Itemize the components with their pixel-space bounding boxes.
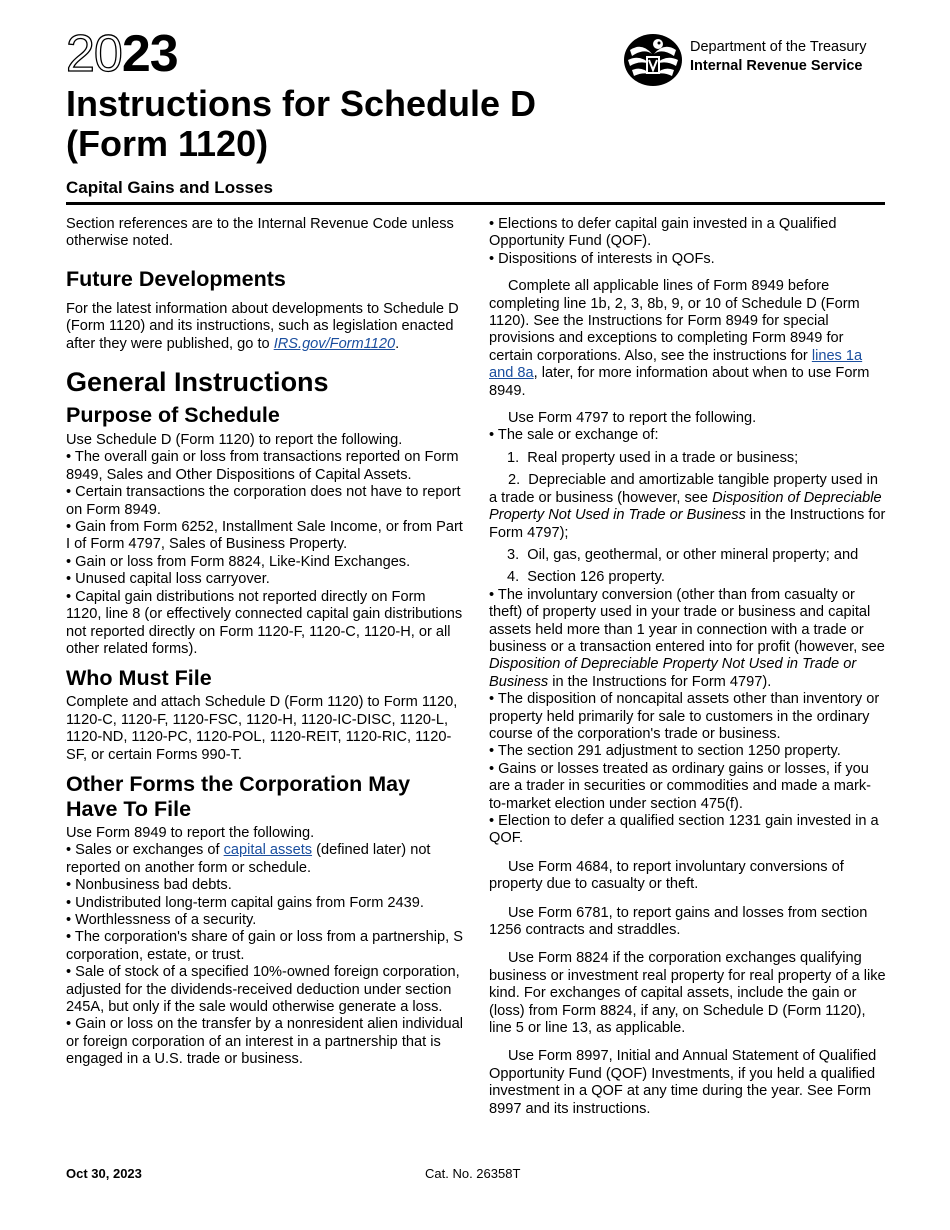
list-item-2-post: in the Instructions for Form 4797); <box>489 507 886 541</box>
involuntary-pre: • The involuntary conversion (other than from casualty or theft) of property used in your trade or business and capital assets held more than 1 year in connection with a trade or business or a transaction entered into for profit (however, see <box>489 586 885 655</box>
capital-assets-link[interactable]: capital assets <box>223 842 313 859</box>
other-bullet: • Gain or loss on the transfer by a nonresident alien individual or foreign corporation of an interest in a partnership that is engaged in a U.S. trade or business. <box>66 1016 463 1068</box>
other-bullet <box>66 842 464 877</box>
complete-text-body: Complete all applicable lines of Form 8949 before completing line 1b, 2, 3, 8b, 9, or 10 of Schedule D (Form 1120). See the Instructions for Form 8949 for special provisions and exceptions to completing Form 8949 for certain corporations. Also, see the instructions for <box>489 278 860 364</box>
who-heading: Who Must File <box>66 666 212 691</box>
right-column <box>489 216 887 1118</box>
purpose-bullet: • Certain transactions the corporation does not have to report on Form 8949. <box>66 484 461 518</box>
form6781-text: Use Form 6781, to report gains and losses from section 1256 contracts and straddles. <box>489 904 868 939</box>
who-text: Complete and attach Schedule D (Form 1120) to Form 1120, 1120-C, 1120-F, 1120-FSC, 1120-H, 1120-IC-DISC, 1120-L, 1120-ND, 1120-PC, 1120-POL, 1120-REIT, 1120-RIC, 1120-SF, or certain Forms 990-T. <box>66 694 458 763</box>
irs-form1120-link[interactable]: IRS.gov/Form1120 <box>273 335 396 352</box>
page-title: Instructions for Schedule D (Form 1120) <box>66 83 537 164</box>
purpose-bullet: • Unused capital loss carryover. <box>66 571 270 588</box>
involuntary-post: in the Instructions for Form 4797). <box>548 673 772 690</box>
irs-eagle-icon <box>622 32 684 88</box>
future-text-end: . <box>395 335 400 352</box>
general-heading: General Instructions <box>66 367 329 398</box>
list-item-2 <box>489 472 887 542</box>
other-bullet: • Nonbusiness bad debts. <box>66 877 232 894</box>
other-bullet: • Worthlessness of a security. <box>66 911 257 928</box>
form4797-bullet: • Election to defer a qualified section 1231 gain invested in a QOF. <box>489 813 879 847</box>
list-item-1: 1. Real property used in a trade or business; <box>507 449 799 466</box>
purpose-bullet: • Gain from Form 6252, Installment Sale Income, or from Part I of Form 4797, Sales of Business Property. <box>66 519 463 553</box>
agency-service: Internal Revenue Service <box>690 58 863 74</box>
form4797-intro: Use Form 4797 to report the following. <box>508 410 757 427</box>
form8824-text: Use Form 8824 if the corporation exchanges qualifying business or investment real property for real property of a like kind. For exchanges of capital assets, include the gain or (loss) from Form 8824, if any, on Schedule D (Form 1120), line 5 or line 13, as applicable. <box>489 950 886 1037</box>
future-heading: Future Developments <box>66 266 286 291</box>
footer-cat-number: Cat. No. 26358T <box>425 1166 521 1181</box>
form4797-bullet: • The disposition of noncapital assets other than inventory or property held primarily for sale to customers in the ordinary course of the corporation's trade or business. <box>489 691 880 742</box>
purpose-heading: Purpose of Schedule <box>66 403 280 428</box>
header-rule <box>66 202 885 205</box>
form4797-sale-bullet: • The sale or exchange of: <box>489 427 659 444</box>
involuntary-italic: Disposition of Depreciable Property Not Used in Trade or Business <box>489 656 857 690</box>
form8997-text: Use Form 8997, Initial and Annual Statement of Qualified Opportunity Fund (QOF) Investments, if you held a qualified investment in a QOF at any time during the year. See Form 8997 and its instructions. <box>489 1048 877 1117</box>
involuntary-bullet <box>489 587 887 691</box>
list-item-2-pre: 2. Depreciable and amortizable tangible property used in a trade or business (however, see <box>489 472 878 506</box>
purpose-bullet: • The overall gain or loss from transactions reported on Form 8949, Sales and Other Dispositions of Capital Assets. <box>66 449 459 483</box>
complete-text-end: , later, for more information about when to use Form 8949. <box>489 365 870 399</box>
other-intro: Use Form 8949 to report the following. <box>66 824 315 841</box>
other-bullet: • Undistributed long-term capital gains from Form 2439. <box>66 894 424 911</box>
year-bold: 23 <box>121 25 178 83</box>
footer-date: Oct 30, 2023 <box>66 1166 142 1181</box>
qof-bullet: • Elections to defer capital gain invested in a Qualified Opportunity Fund (QOF). <box>489 216 837 250</box>
form4684-text: Use Form 4684, to report involuntary conversions of property due to casualty or theft. <box>489 858 844 893</box>
intro-text: Section references are to the Internal Revenue Code unless otherwise noted. <box>66 216 454 250</box>
other-bullet-post: (defined later) not reported on another form or schedule. <box>66 842 431 876</box>
qof-bullet: • Dispositions of interests in QOFs. <box>489 250 715 267</box>
other-bullet: • The corporation's share of gain or loss from a partnership, S corporation, estate, or trust. <box>66 929 463 963</box>
list-item-2-italic: Disposition of Depreciable Property Not Used in Trade or Business <box>489 489 882 524</box>
complete-text <box>489 278 887 400</box>
lines-1a-8a-link[interactable]: lines 1a and 8a <box>489 347 863 382</box>
purpose-bullet: • Capital gain distributions not reported directly on Form 1120, line 8 (or effectively connected capital gain distributions not reported directly on Form 1120-F, 1120-C, 1120-H, or all other related forms). <box>66 588 463 657</box>
page-subtitle: Capital Gains and Losses <box>66 178 273 197</box>
irs-logo-block <box>622 32 892 88</box>
year <box>66 26 178 82</box>
purpose-intro: Use Schedule D (Form 1120) to report the following. <box>66 432 403 449</box>
year-outline: 20 <box>66 25 122 83</box>
future-text <box>66 301 464 353</box>
agency-department: Department of the Treasury <box>690 39 867 55</box>
list-item-4: 4. Section 126 property. <box>507 569 665 586</box>
form4797-bullet: • Gains or losses treated as ordinary gains or losses, if you are a trader in securities or commodities and made a mark-to-market election under section 475(f). <box>489 760 872 812</box>
other-forms-heading: Other Forms the Corporation May Have To File <box>66 771 411 821</box>
other-bullet: • Sale of stock of a specified 10%-owned foreign corporation, adjusted for the dividends-received deduction under section 245A, but only if the sale would otherwise generate a loss. <box>66 964 460 1015</box>
form4797-bullet: • The section 291 adjustment to section 1250 property. <box>489 743 841 760</box>
other-bullet-pre: • Sales or exchanges of <box>66 842 224 859</box>
left-column <box>66 216 464 1069</box>
purpose-bullet: • Gain or loss from Form 8824, Like-Kind Exchanges. <box>66 553 411 570</box>
list-item-3: 3. Oil, gas, geothermal, or other mineral property; and <box>507 546 859 563</box>
future-text-body: For the latest information about developments to Schedule D (Form 1120) and its instructions, such as legislation enacted after they were published, go to <box>66 300 459 352</box>
